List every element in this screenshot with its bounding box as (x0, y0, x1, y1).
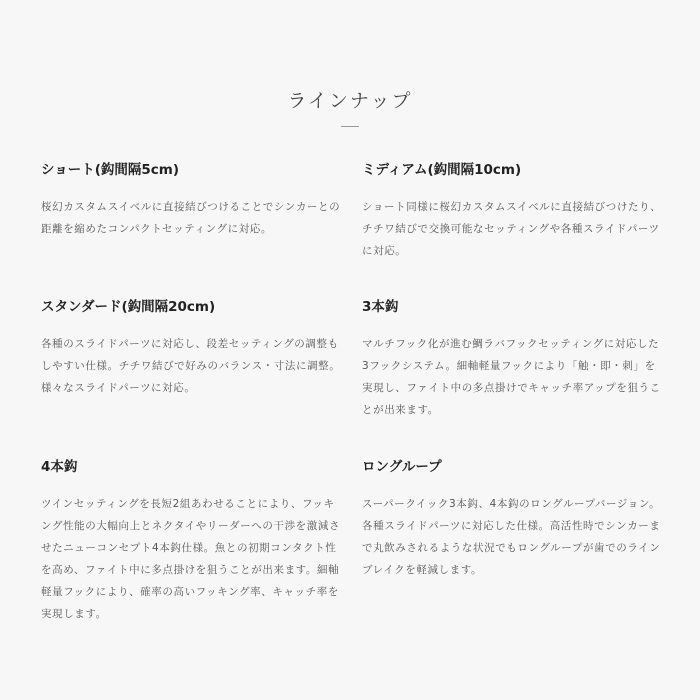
title-divider (341, 126, 359, 127)
lineup-item-medium (362, 160, 662, 262)
item-description: ツインセッティングを長短2組あわせることにより、フッキング性能の大幅向上とネクタイやリーダーへの干渉を激減させたニューコンセプト4本鈎仕様。魚との初期コンタクト性を高め、ファイト中に多点掛けを狙うことが出来ます。細軸軽量フックにより、確率の高いフッキング率、キャッチ率を実現します。 (41, 498, 341, 620)
item-heading: スタンダード(鈎間隔20cm) (41, 299, 216, 315)
item-description: スーパークイック3本鈎、4本鈎のロングループバージョン。各種スライドパーツに対応した仕様。高活性時でシンカーまで丸飲みされるような状況でもロングループが歯でのラインブレイクを軽減します。 (362, 498, 661, 576)
item-description: ショート同様に桜幻カスタムスイベルに直接結びつけたり、チチワ結びで交換可能なセッティングや各種スライドパーツに対応。 (362, 201, 662, 257)
item-heading: 3本鈎 (362, 299, 399, 315)
lineup-item-short (41, 160, 341, 240)
item-heading: ロングループ (362, 459, 442, 475)
lineup-item-long-loop (362, 457, 662, 581)
item-description: マルチフック化が進む鯛ラバフックセッティングに対応した3フックシステム。細軸軽量フックにより「触・即・刺」を実現し、ファイト中の多点掛けでキャッチ率アップを狙うことが出来ます。 (362, 338, 661, 416)
item-heading: ミディアム(鈎間隔10cm) (362, 162, 522, 178)
lineup-item-4-hook (41, 457, 341, 625)
item-heading: 4本鈎 (41, 459, 78, 475)
lineup-item-3-hook (362, 297, 662, 421)
item-heading: ショート(鈎間隔5cm) (41, 162, 180, 178)
item-description: 各種のスライドパーツに対応し、段差セッティングの調整もしやすい仕様。チチワ結びで好みのバランス・寸法に調整。様々なスライドパーツに対応。 (41, 338, 341, 394)
lineup-item-standard (41, 297, 341, 399)
page-title: ラインナップ (287, 90, 413, 112)
item-description: 桜幻カスタムスイベルに直接結びつけることでシンカーとの距離を縮めたコンパクトセッティングに対応。 (41, 201, 341, 235)
